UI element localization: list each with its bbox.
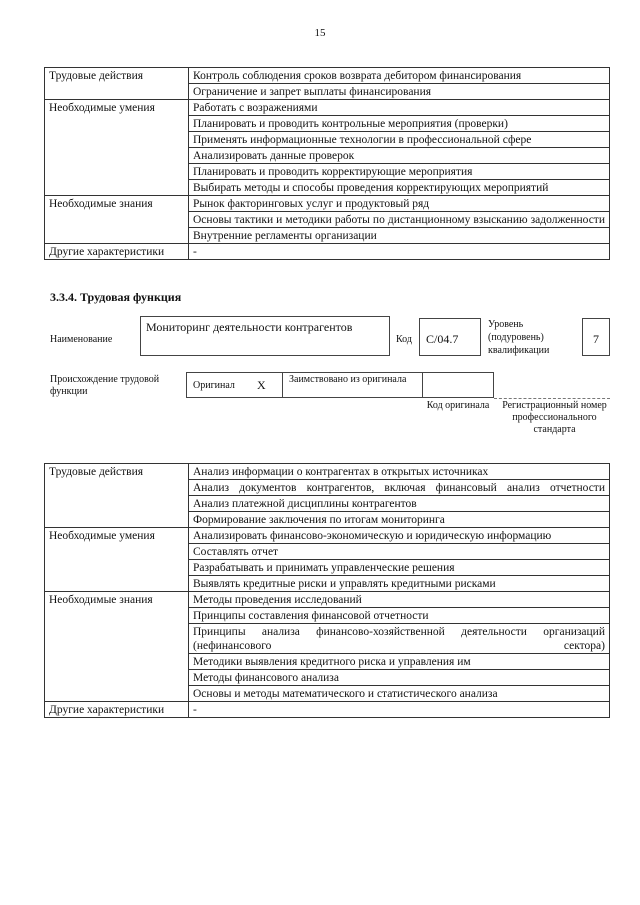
table-cell: Основы и методы математического и статистического анализа: [189, 686, 610, 702]
original-mark: X: [257, 378, 266, 392]
code-field: [419, 318, 481, 356]
work-function-table-2: [44, 463, 610, 718]
category-required-skills: Необходимые умения: [45, 100, 189, 196]
table-cell: Анализировать финансово-экономическую и юридическую информацию: [189, 528, 610, 544]
section-title: 3.3.4. Трудовая функция: [50, 290, 182, 304]
table-cell: Принципы составления финансовой отчетности: [189, 608, 610, 624]
table-cell: Ограничение и запрет выплаты финансирования: [189, 84, 610, 100]
table-cell: Внутренние регламенты организации: [189, 228, 610, 244]
page-number: 15: [314, 27, 326, 39]
table-cell: Планировать и проводить корректирующие мероприятия: [189, 164, 610, 180]
level-field: [582, 318, 610, 356]
table-cell: Рынок факторинговых услуг и продуктовый ряд: [189, 196, 610, 212]
code-value: C/04.7: [426, 332, 459, 346]
table-cell: Работать с возражениями: [189, 100, 610, 116]
work-function-table-1: [44, 67, 610, 260]
table-cell: Формирование заключения по итогам мониторинга: [189, 512, 610, 528]
table-cell: Контроль соблюдения сроков возврата дебитором финансирования: [189, 68, 610, 84]
table-cell: Методы финансового анализа: [189, 670, 610, 686]
category-other-characteristics: Другие характеристики: [45, 702, 189, 718]
table-cell: Анализ платежной дисциплины контрагентов: [189, 496, 610, 512]
origin-label: Происхождение трудовой функции: [50, 374, 160, 397]
table-cell: -: [189, 244, 610, 260]
table-cell: Применять информационные технологии в профессиональной сфере: [189, 132, 610, 148]
reg-number-label: Регистрационный номер профессионального стандарта: [502, 400, 607, 435]
borrowed-label: Заимствовано из оригинала: [289, 374, 407, 385]
table-cell: Составлять отчет: [189, 544, 610, 560]
category-required-knowledge: Необходимые знания: [45, 592, 189, 702]
table-cell: Анализ информации о контрагентах в открытых источниках: [189, 464, 610, 480]
table-cell: -: [189, 702, 610, 718]
category-required-knowledge: Необходимые знания: [45, 196, 189, 244]
level-label: Уровень (подуровень) квалификации: [488, 319, 550, 356]
code-original-label: Код оригинала: [426, 400, 490, 411]
table-cell: Методики выявления кредитного риска и управления им: [189, 654, 610, 670]
origin-divider: [422, 372, 423, 398]
level-value: 7: [593, 332, 599, 346]
table-cell: Принципы анализа финансово-хозяйственной деятельности организаций (нефинансового сектора): [189, 624, 610, 654]
category-other-characteristics: Другие характеристики: [45, 244, 189, 260]
reg-line: [494, 398, 610, 399]
category-required-skills: Необходимые умения: [45, 528, 189, 592]
name-value: Мониторинг деятельности контрагентов: [146, 320, 353, 334]
table-cell: Анализ документов контрагентов, включая финансовый анализ отчетности: [189, 480, 610, 496]
category-labor-actions: Трудовые действия: [45, 68, 189, 100]
origin-divider: [282, 372, 283, 398]
code-label: Код: [396, 334, 412, 345]
table-cell: Выявлять кредитные риски и управлять кредитными рисками: [189, 576, 610, 592]
name-label: Наименование: [50, 334, 113, 345]
original-label: Оригинал: [193, 380, 235, 391]
table-cell: Методы проведения исследований: [189, 592, 610, 608]
table-cell: Планировать и проводить контрольные мероприятия (проверки): [189, 116, 610, 132]
table-cell: Основы тактики и методики работы по дистанционному взысканию задолженности: [189, 212, 610, 228]
category-labor-actions: Трудовые действия: [45, 464, 189, 528]
table-cell: Анализировать данные проверок: [189, 148, 610, 164]
name-field: [140, 316, 390, 356]
table-cell: Разрабатывать и принимать управленческие решения: [189, 560, 610, 576]
table-cell: Выбирать методы и способы проведения корректирующих мероприятий: [189, 180, 610, 196]
